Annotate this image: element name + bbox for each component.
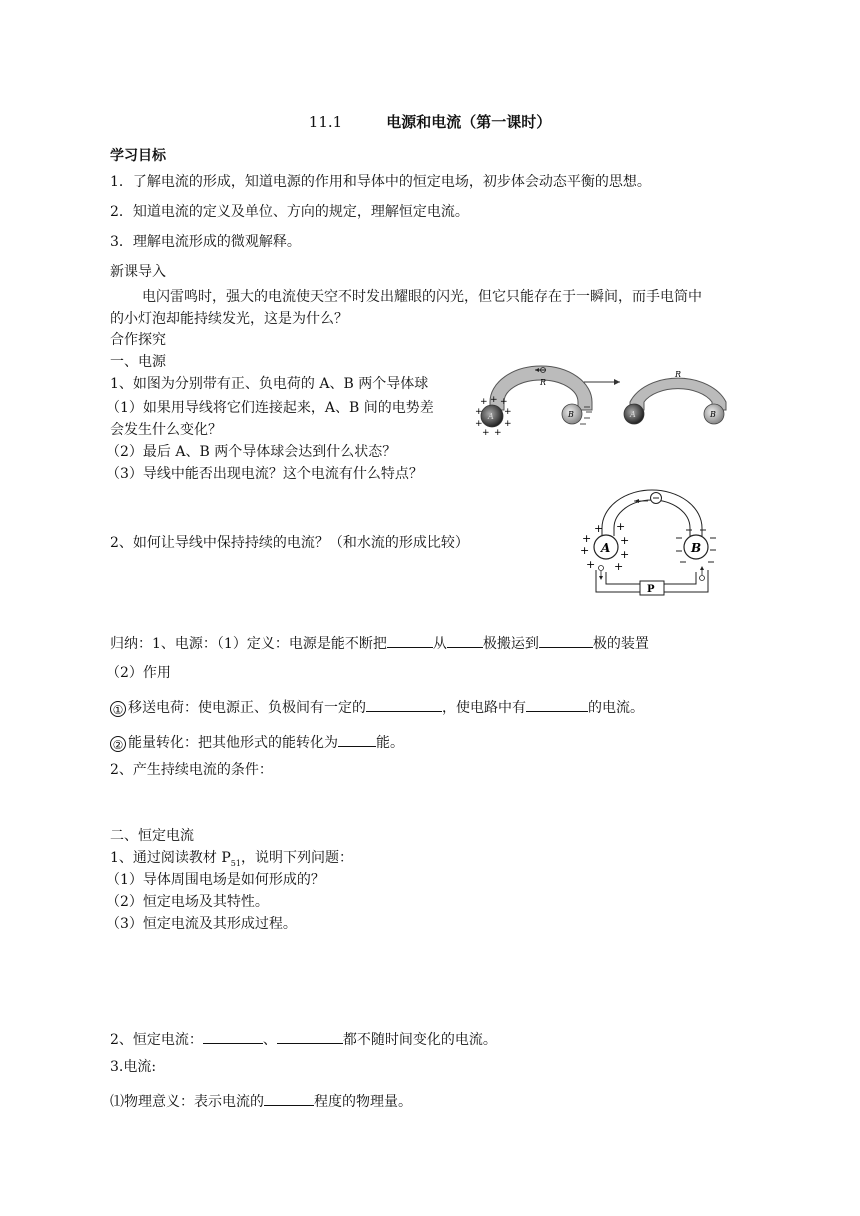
svg-text:+: +: [500, 397, 508, 407]
q1-sub1-b: 会发生什么变化？: [110, 422, 222, 438]
svg-text:+: +: [614, 560, 624, 573]
section2-sub2: （2）恒定电场及其特性。: [106, 894, 269, 910]
objective-2: 2．知道电流的定义及单位、方向的规定，理解恒定电流。: [110, 204, 469, 220]
role-2-part-b: 能。: [376, 735, 404, 751]
section2-q1-part-b: ，说明下列问题：: [240, 850, 353, 866]
svg-text:+: +: [475, 419, 483, 429]
q2-text: 2、如何让导线中保持持续的电流？（和水流的形成比较）: [110, 535, 469, 551]
section-2-heading: 二、恒定电流: [110, 828, 194, 844]
figure-conductor-spheres: [470, 358, 740, 438]
section2-q2-part-b: 、: [262, 1032, 277, 1048]
svg-text:+: +: [582, 532, 592, 545]
title-text: 电源和电流（第一课时）: [386, 113, 552, 131]
intro-heading: 新课导入: [110, 264, 166, 280]
role-2-part-a: 能量转化：把其他形式的能转化为: [128, 735, 338, 751]
section-1-heading: 一、电源: [110, 354, 166, 370]
q1-sub2: （2）最后 A、B 两个导体球会达到什么状态？: [106, 444, 397, 460]
summary-definition: [110, 632, 649, 654]
q3-meaning-part-a: ⑴物理意义：表示电流的: [110, 1094, 264, 1110]
section2-q3: 3.电流:: [110, 1059, 157, 1075]
figure1-label-a-left: A: [488, 412, 494, 421]
page-title: [0, 112, 860, 132]
q1-sub3: （3）导线中能否出现电流？这个电流有什么特点？: [106, 466, 423, 482]
circled-two: ②: [110, 736, 126, 752]
section2-q2: [110, 1028, 497, 1050]
svg-text:+: +: [580, 544, 590, 557]
svg-text:+: +: [482, 428, 490, 438]
explore-heading: 合作探究: [110, 332, 166, 348]
svg-text:+: +: [490, 395, 498, 405]
figure2-label-p: P: [647, 584, 655, 595]
summary-role-1: [110, 696, 644, 718]
figure2-label-b: B: [691, 541, 702, 555]
svg-text:+: +: [504, 419, 512, 429]
q1-main: 1、如图为分别带有正、负电荷的 A、B 两个导体球: [110, 376, 429, 392]
summary-role-heading: （2）作用: [106, 665, 171, 681]
blank-steady-1[interactable]: [203, 1028, 263, 1044]
blank-steady-2[interactable]: [277, 1028, 343, 1044]
svg-text:+: +: [620, 548, 630, 561]
summary-def-part-1: 归纳：1、电源：（1）定义：电源是能不断把: [110, 636, 387, 652]
section2-q2-part-c: 都不随时间变化的电流。: [342, 1032, 497, 1048]
q3-meaning-part-b: 程度的物理量。: [314, 1094, 412, 1110]
blank-def-3[interactable]: [539, 632, 593, 648]
summary-def-part-2: 从: [432, 636, 447, 652]
blank-def-1[interactable]: [387, 632, 433, 648]
figure1-label-r-right: R: [675, 370, 682, 379]
role-1-part-a: 移送电荷：使电源正、负极间有一定的: [128, 700, 366, 716]
figure2-label-a: A: [601, 541, 611, 555]
section2-q1-part-a: 1、通过阅读教材 P: [110, 850, 231, 866]
q1-sub1-a: （1）如果用导线将它们连接起来，A、B 间的电势差: [106, 400, 434, 416]
svg-text:+: +: [480, 397, 488, 407]
circled-one: ①: [110, 701, 126, 717]
svg-text:+: +: [475, 407, 483, 417]
svg-text:+: +: [586, 558, 596, 571]
figure1-label-b-left: B: [568, 410, 574, 419]
section2-q3-meaning: [110, 1090, 412, 1112]
svg-text:+: +: [616, 520, 626, 533]
objective-3: 3．理解电流形成的微观解释。: [110, 234, 301, 250]
svg-text:+: +: [594, 522, 604, 535]
section2-q2-part-a: 2、恒定电流：: [110, 1032, 203, 1048]
summary-condition: 2、产生持续电流的条件：: [110, 762, 273, 778]
summary-def-part-4: 极的装置: [592, 636, 649, 652]
figure1-label-a-right: A: [630, 410, 636, 419]
figure1-label-r-left: R: [540, 378, 547, 387]
section2-sub1: （1）导体周围电场是如何形成的？: [106, 872, 325, 888]
blank-meaning[interactable]: [264, 1090, 314, 1106]
intro-line-1: 电闪雷鸣时，强大的电流使天空不时发出耀眼的闪光，但它只能存在于一瞬间，而手电筒中: [142, 289, 702, 305]
section2-q1-page: 51: [230, 858, 241, 868]
svg-text:+: +: [620, 534, 630, 547]
intro-line-2: 的小灯泡却能持续发光，这是为什么？: [110, 311, 348, 327]
blank-role-1b[interactable]: [526, 696, 588, 712]
summary-role-2: [110, 731, 404, 753]
summary-def-part-3: 极搬运到: [482, 636, 539, 652]
svg-text:+: +: [504, 407, 512, 417]
figure-circuit: [572, 488, 732, 603]
blank-role-1a[interactable]: [366, 696, 442, 712]
svg-text:+: +: [494, 428, 502, 438]
blank-role-2[interactable]: [338, 731, 376, 747]
role-1-part-c: 的电流。: [588, 700, 644, 716]
role-1-part-b: ，使电路中有: [442, 700, 526, 716]
figure1-label-b-right: B: [710, 410, 716, 419]
title-number: 11.1: [308, 113, 343, 131]
section2-sub3: （3）恒定电流及其形成过程。: [106, 916, 297, 932]
objective-1: 1．了解电流的形成，知道电源的作用和导体中的恒定电场，初步体会动态平衡的思想。: [110, 174, 651, 190]
objectives-heading: 学习目标: [110, 148, 166, 164]
blank-def-2[interactable]: [447, 632, 483, 648]
